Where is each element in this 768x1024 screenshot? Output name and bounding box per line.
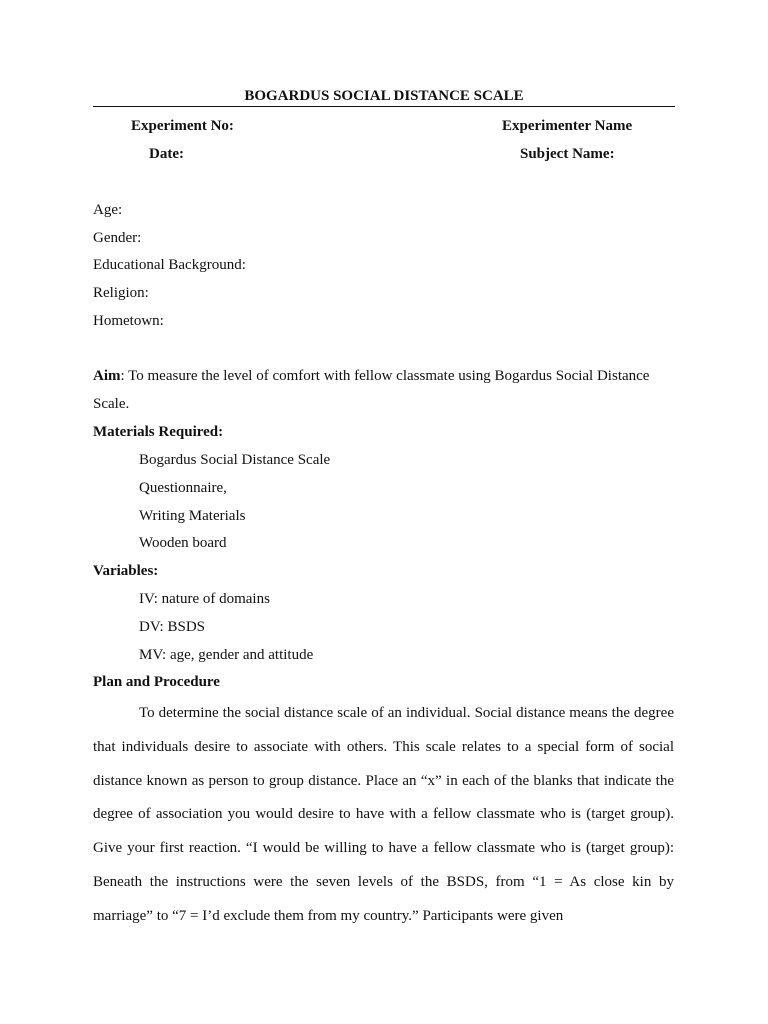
title-underline xyxy=(93,106,675,107)
materials-item: Bogardus Social Distance Scale xyxy=(139,452,331,468)
variables-heading: Variables: xyxy=(93,563,159,579)
aim-text-continued: Scale. xyxy=(93,396,130,412)
variables-item: IV: nature of domains xyxy=(139,591,270,607)
variables-item: MV: age, gender and attitude xyxy=(139,647,314,663)
variables-item: DV: BSDS xyxy=(139,619,205,635)
procedure-heading: Plan and Procedure xyxy=(93,674,220,690)
date-label: Date: xyxy=(149,146,184,162)
subject-name-label: Subject Name: xyxy=(520,146,615,162)
materials-item: Wooden board xyxy=(139,535,227,551)
experimenter-name-label: Experimenter Name xyxy=(502,118,633,134)
procedure-paragraph: To determine the social distance scale of an individual. Social distance means the degree that individuals desire to associate with others. This scale relates to a special form of social distance known as person to group distance. Place an “x” in each of the blanks that indicate the degree of association you would desire to have with a fellow classmate who is (target group). Give your first reaction. “I would be willing to have a fellow classmate who is (target group): Beneath the instructions were the seven levels of the BSDS, from “1 = As close kin by marriage” to “7 = I’d exclude them from my country.” Participants were given xyxy=(93,705,674,924)
materials-item: Writing Materials xyxy=(139,508,246,524)
materials-heading: Materials Required: xyxy=(93,424,224,440)
age-field: Age: xyxy=(93,202,123,218)
hometown-field: Hometown: xyxy=(93,313,164,329)
aim-line xyxy=(93,367,649,385)
aim-text: : To measure the level of comfort with fellow classmate using Bogardus Social Distance xyxy=(120,368,650,384)
aim-label: Aim xyxy=(93,368,121,384)
religion-field: Religion: xyxy=(93,285,149,301)
materials-item: Questionnaire, xyxy=(139,480,227,496)
experiment-no-label: Experiment No: xyxy=(131,118,234,134)
gender-field: Gender: xyxy=(93,230,142,246)
document-title: BOGARDUS SOCIAL DISTANCE SCALE xyxy=(244,88,524,104)
education-field: Educational Background: xyxy=(93,257,246,273)
